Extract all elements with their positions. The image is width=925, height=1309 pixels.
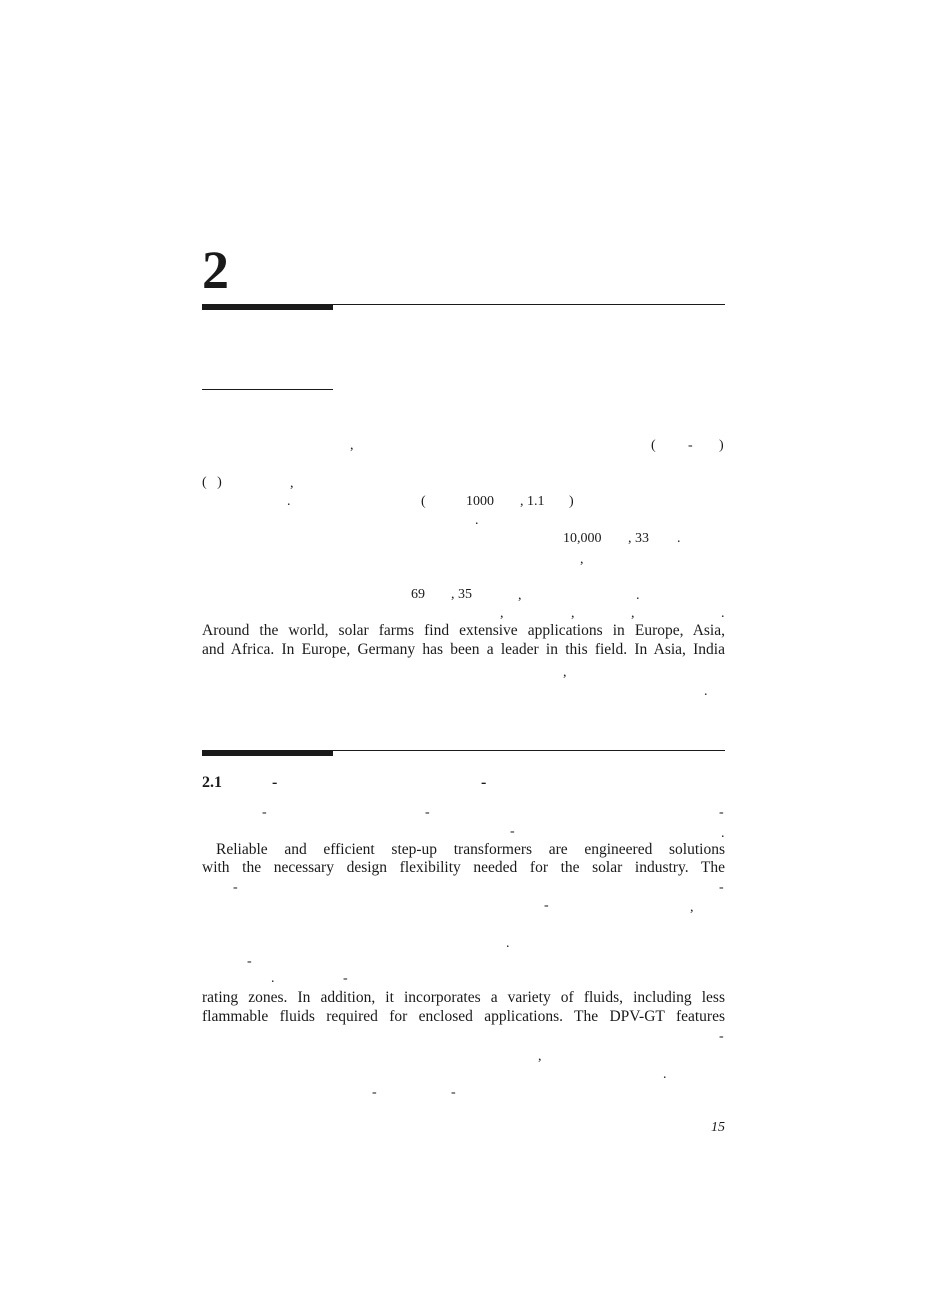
text-fragment: , 33: [628, 531, 649, 546]
text-fragment: -: [544, 898, 549, 913]
text-fragment: (: [421, 494, 426, 509]
text-fragment: ,: [631, 606, 635, 621]
text-fragment: ,: [563, 665, 567, 680]
text-fragment: ): [719, 438, 724, 453]
text-fragment: ,: [538, 1049, 542, 1064]
text-fragment: .: [721, 606, 725, 621]
text-fragment: ,: [571, 606, 575, 621]
text-fragment: , 1.1: [520, 494, 545, 509]
text-fragment: -: [425, 805, 430, 820]
text-fragment: , 35: [451, 587, 472, 602]
section-rule-thick: [202, 750, 333, 756]
page-number: 15: [711, 1120, 725, 1135]
text-fragment: -: [372, 1085, 377, 1100]
text-fragment: -: [719, 1029, 724, 1044]
text-fragment: 1000: [466, 494, 494, 509]
chapter-number: 2: [202, 240, 229, 300]
text-fragment: -: [262, 805, 267, 820]
text-fragment: -: [247, 954, 252, 969]
text-fragment: ,: [290, 476, 294, 491]
text-fragment: -: [510, 824, 515, 839]
text-fragment: .: [506, 936, 510, 951]
body-line: rating zones. In addition, it incorporates a variety of fluids, including less: [202, 989, 725, 1006]
text-fragment: ( ): [202, 475, 222, 490]
text-fragment: ,: [690, 900, 694, 915]
text-fragment: .: [636, 588, 640, 603]
text-fragment: ,: [350, 438, 354, 453]
text-fragment: .: [721, 826, 725, 841]
chapter-rule-thin: [333, 304, 725, 305]
text-fragment: .: [287, 494, 291, 509]
body-line: with the necessary design flexibility needed for the solar industry. The: [202, 859, 725, 876]
text-fragment: .: [663, 1067, 667, 1082]
title-underline: [202, 389, 333, 390]
heading-fragment: -: [272, 774, 278, 791]
text-fragment: ): [569, 494, 574, 509]
text-fragment: .: [475, 513, 479, 528]
text-fragment: -: [688, 438, 693, 453]
text-fragment: (: [651, 438, 656, 453]
body-line: flammable fluids required for enclosed applications. The DPV-GT features: [202, 1008, 725, 1025]
text-fragment: 10,000: [563, 531, 602, 546]
text-fragment: -: [233, 880, 238, 895]
text-fragment: ,: [580, 552, 584, 567]
section-number: 2.1: [202, 774, 222, 791]
text-fragment: ,: [500, 606, 504, 621]
text-fragment: -: [451, 1085, 456, 1100]
text-fragment: .: [677, 531, 681, 546]
text-fragment: -: [719, 805, 724, 820]
text-fragment: 69: [411, 587, 425, 602]
body-line: Reliable and efficient step-up transformers are engineered solutions: [216, 841, 725, 858]
body-line: Around the world, solar farms find extensive applications in Europe, Asia,: [202, 622, 725, 639]
text-fragment: ,: [518, 588, 522, 603]
heading-fragment: -: [481, 774, 487, 791]
chapter-rule-thick: [202, 304, 333, 310]
text-fragment: .: [704, 684, 708, 699]
text-fragment: .: [271, 971, 275, 986]
text-fragment: -: [719, 880, 724, 895]
text-fragment: -: [343, 971, 348, 986]
section-rule-thin: [333, 750, 725, 751]
body-line: and Africa. In Europe, Germany has been a leader in this field. In Asia, India: [202, 641, 725, 658]
